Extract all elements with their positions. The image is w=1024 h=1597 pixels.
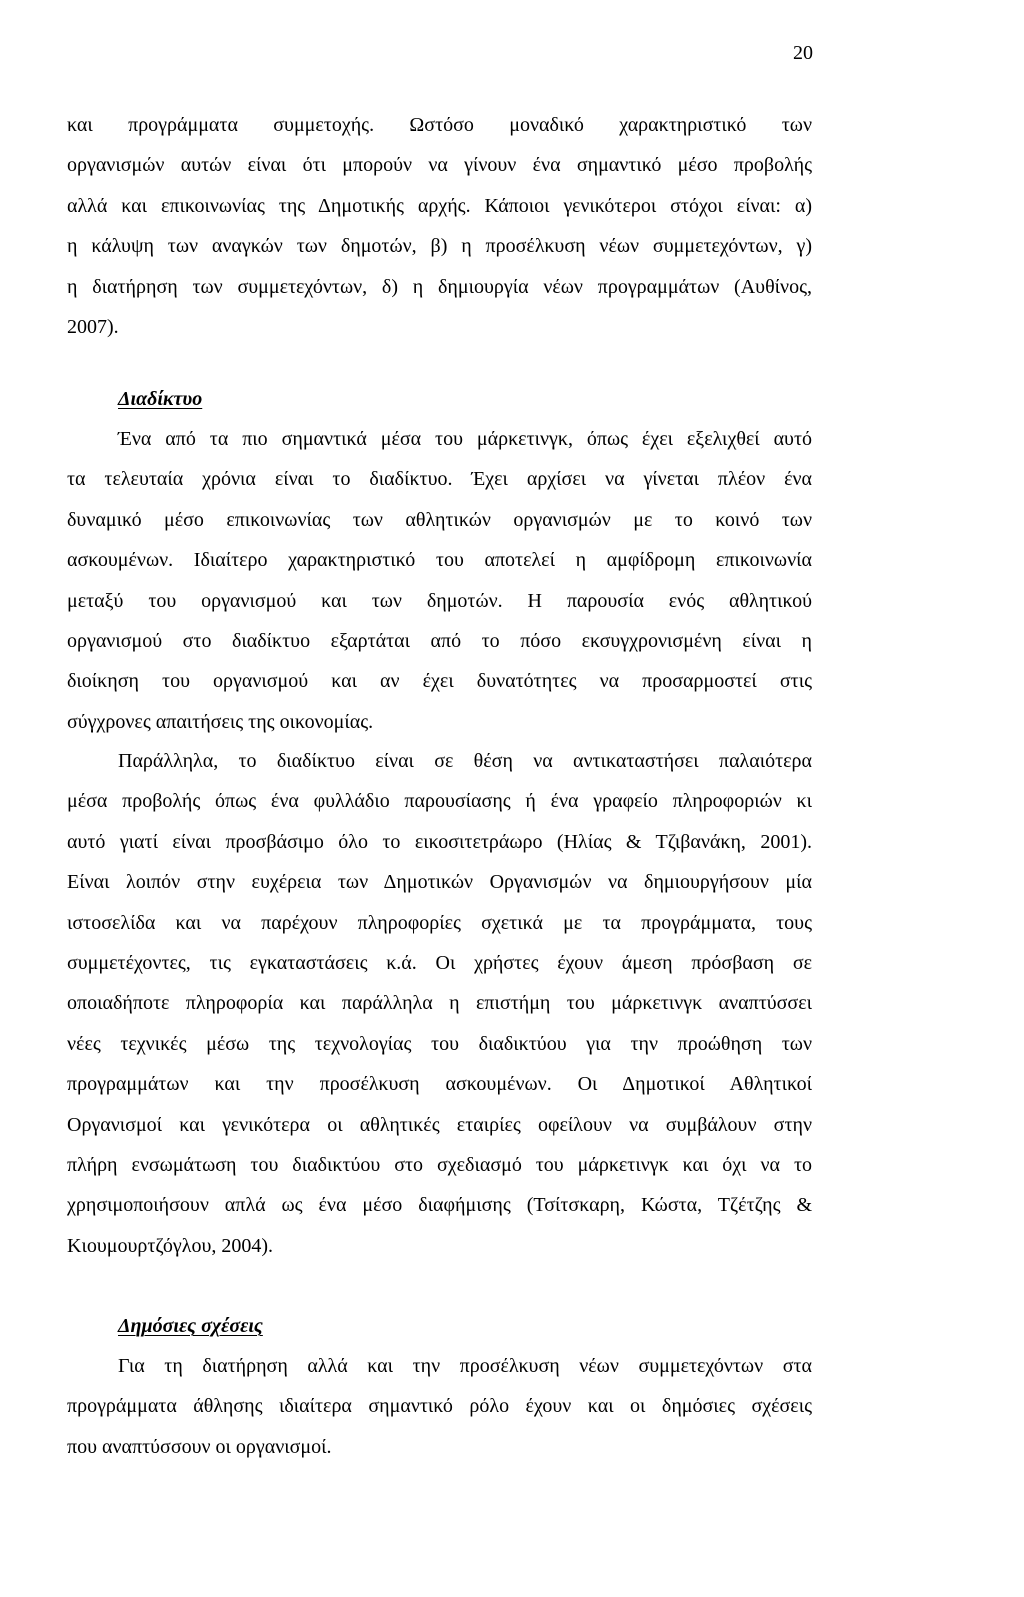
paragraph-line: τα τελευταία χρόνια είναι το διαδίκτυο. Έχει αρχίσει να γίνεται πλέον ένα (67, 468, 812, 491)
paragraph-line: η διατήρηση των συμμετεχόντων, δ) η δημιουργία νέων προγραμμάτων (Αυθίνος, (67, 275, 812, 298)
page-number: 20 (793, 42, 813, 64)
paragraph-line: και προγράμματα συμμετοχής. Ωστόσο μοναδικό χαρακτηριστικό των (67, 114, 812, 136)
paragraph-line: οργανισμών αυτών είναι ότι μπορούν να γίνουν ένα σημαντικό μέσο προβολής (67, 154, 812, 177)
paragraph-line: Είναι λοιπόν στην ευχέρεια των Δημοτικών Οργανισμών να δημιουργήσουν μία (67, 871, 812, 894)
paragraph-line: Κιουμουρτζόγλου, 2004). (67, 1234, 274, 1257)
paragraph-line: αλλά και επικοινωνίας της Δημοτικής αρχής. Κάποιοι γενικότεροι στόχοι είναι: α) (67, 194, 812, 217)
paragraph-line: δυναμικό μέσο επικοινωνίας των αθλητικών οργανισμών με το κοινό των (67, 508, 812, 531)
section-heading: Διαδίκτυο (118, 388, 203, 410)
paragraph-line: συμμετέχοντες, τις εγκαταστάσεις κ.ά. Οι χρήστες έχουν άμεση πρόσβαση σε (67, 951, 812, 974)
paragraph (67, 105, 812, 347)
paragraph-line: 2007). (67, 315, 119, 338)
paragraph-line: προγραμμάτων και την προσέλκυση ασκουμένων. Οι Δημοτικοί Αθλητικοί (67, 1073, 812, 1096)
paragraph-line: νέες τεχνικές μέσω της τεχνολογίας του διαδικτύου για την προώθηση των (67, 1032, 812, 1055)
paragraph-line: που αναπτύσσουν οι οργανισμοί. (67, 1435, 332, 1458)
paragraph-line: διοίκηση του οργανισμού και αν έχει δυνατότητες να προσαρμοστεί στις (67, 670, 812, 693)
paragraph-line: Παράλληλα, το διαδίκτυο είναι σε θέση να αντικαταστήσει παλαιότερα (118, 750, 812, 772)
paragraph-line: μέσα προβολής όπως ένα φυλλάδιο παρουσίασης ή ένα γραφείο πληροφοριών κι (67, 790, 812, 813)
paragraph-line: οργανισμού στο διαδίκτυο εξαρτάται από το πόσο εκσυγχρονισμένη είναι η (67, 629, 812, 652)
paragraph-line: ασκουμένων. Ιδιαίτερο χαρακτηριστικό του αποτελεί η αμφίδρομη επικοινωνία (67, 549, 812, 572)
paragraph-line: Ένα από τα πιο σημαντικά μέσα του μάρκετινγκ, όπως έχει εξελιχθεί αυτό (118, 428, 812, 450)
section-heading: Δημόσιες σχέσεις (118, 1315, 263, 1337)
paragraph-line: προγράμματα άθλησης ιδιαίτερα σημαντικό ρόλο έχουν και οι δημόσιες σχέσεις (67, 1395, 812, 1418)
paragraph-line: αυτό γιατί είναι προσβάσιμο όλο το εικοσιτετράωρο (Ηλίας & Τζιβανάκη, 2001). (67, 830, 812, 853)
paragraph-line: σύγχρονες απαιτήσεις της οικονομίας. (67, 710, 374, 733)
paragraph (67, 1346, 812, 1467)
paragraph-line: Για τη διατήρηση αλλά και την προσέλκυση νέων συμμετεχόντων στα (118, 1355, 812, 1377)
paragraph-line: Οργανισμοί και γενικότερα οι αθλητικές εταιρίες οφείλουν να συμβάλουν στην (67, 1113, 812, 1136)
paragraph-line: χρησιμοποιήσουν απλά ως ένα μέσο διαφήμισης (Τσίτσκαρη, Κώστα, Τζέτζης & (67, 1194, 812, 1217)
paragraph-line: μεταξύ του οργανισμού και των δημοτών. Η παρουσία ενός αθλητικού (67, 589, 812, 612)
paragraph (67, 419, 812, 742)
paragraph-line: οποιαδήποτε πληροφορία και παράλληλα η επιστήμη του μάρκετινγκ αναπτύσσει (67, 992, 812, 1015)
paragraph-line: η κάλυψη των αναγκών των δημοτών, β) η προσέλκυση νέων συμμετεχόντων, γ) (67, 235, 812, 258)
paragraph-line: ιστοσελίδα και να παρέχουν πληροφορίες σχετικά με τα προγράμματα, τους (67, 911, 812, 934)
paragraph-line: πλήρη ενσωμάτωση του διαδικτύου στο σχεδιασμό του μάρκετινγκ και όχι να το (67, 1153, 812, 1176)
paragraph (67, 741, 812, 1266)
